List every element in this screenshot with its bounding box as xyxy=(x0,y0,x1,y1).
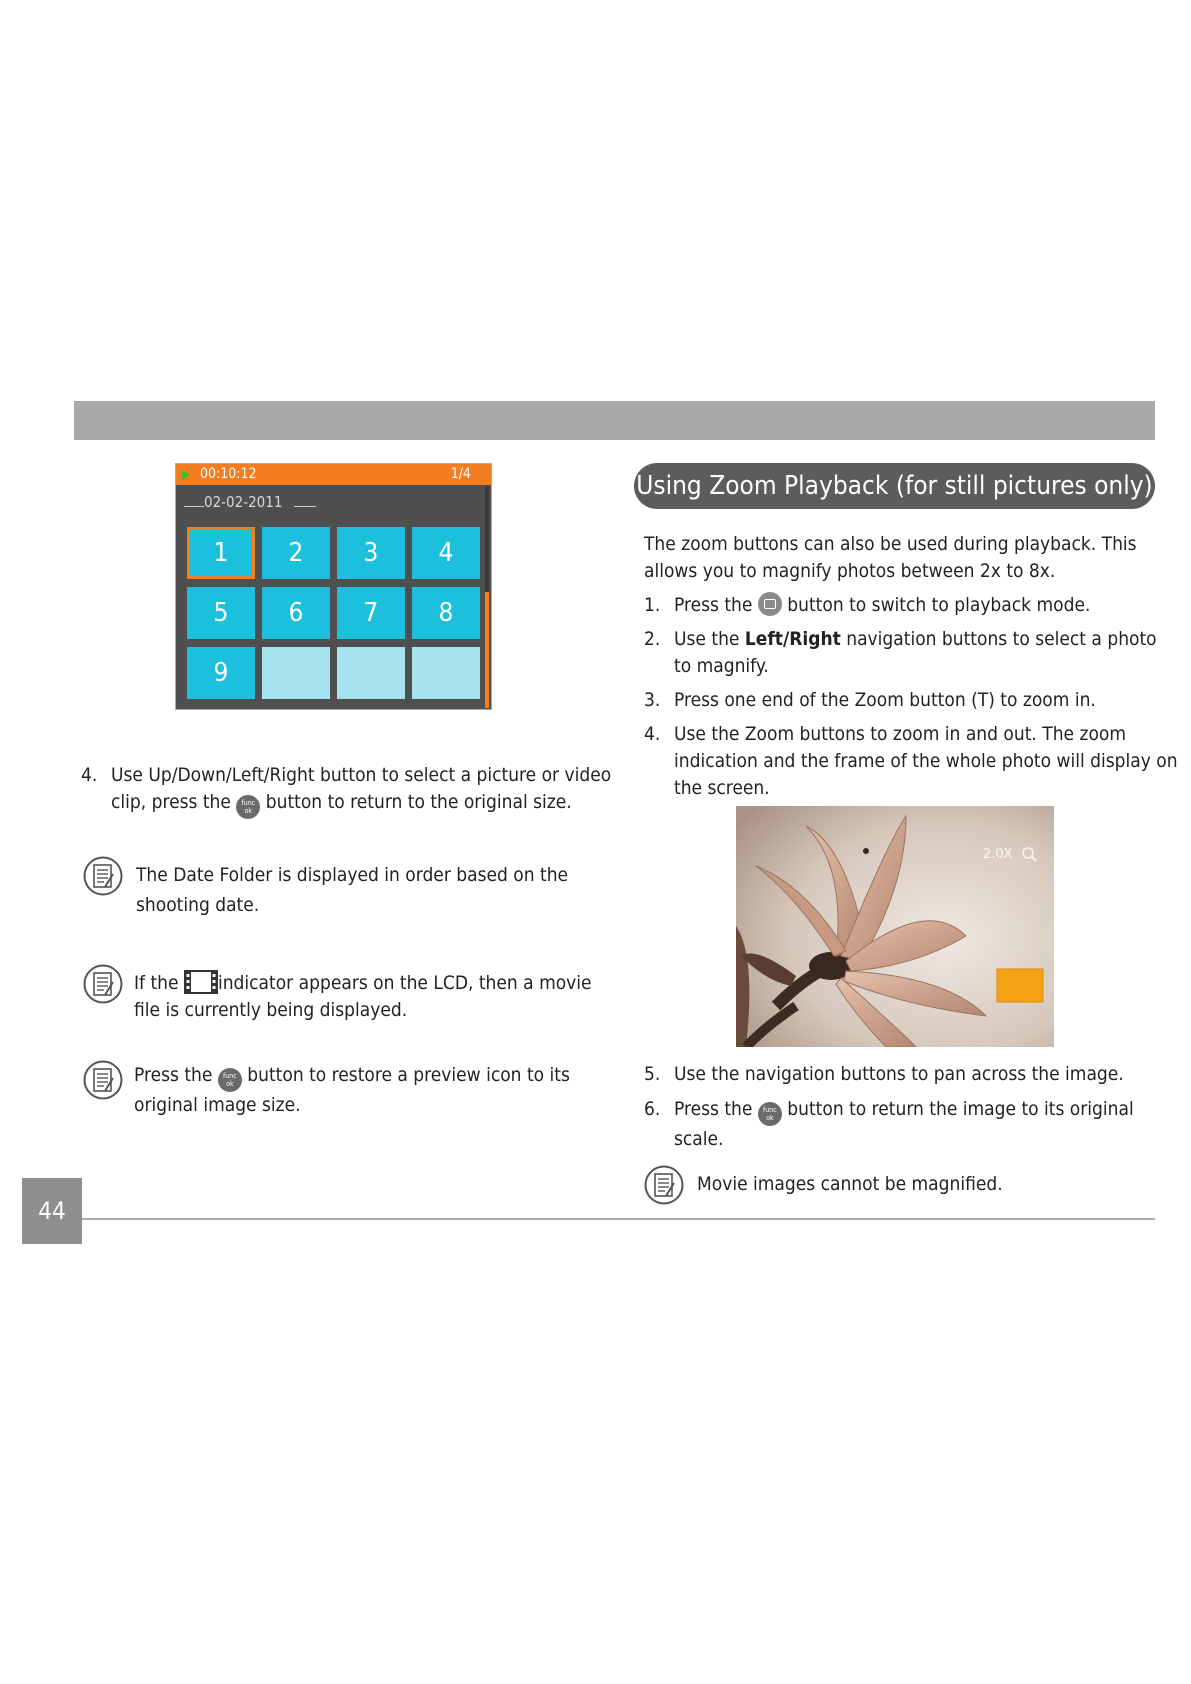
step-4-line2-a: clip, press the xyxy=(111,791,231,813)
zoom-indicator: 2.0X xyxy=(983,847,1013,862)
intro-line2: allows you to magnify photos between 2x to 8x. xyxy=(644,560,1056,582)
thumbnail-tile: 8 xyxy=(412,587,480,639)
step-3-number: 3. xyxy=(644,689,661,711)
step-2-text xyxy=(674,626,1157,680)
note-movie-indicator xyxy=(134,970,592,1024)
note-1-line2: shooting date. xyxy=(136,894,260,916)
step-5-text: Use the navigation buttons to pan across the image. xyxy=(674,1063,1124,1085)
thumbnail-tile-empty xyxy=(262,647,330,699)
intro-line1: The zoom buttons can also be used during playback. This xyxy=(644,533,1137,555)
note-icon xyxy=(83,1060,123,1100)
zoom-playback-photo xyxy=(736,806,1054,1047)
note-movie-magnify: Movie images cannot be magnified. xyxy=(697,1173,1003,1195)
lcd-time: 00:10:12 xyxy=(200,466,257,482)
step-4-line1: Use Up/Down/Left/Right button to select a picture or video xyxy=(111,764,612,786)
note-icon xyxy=(644,1165,684,1205)
header-bar xyxy=(74,401,1155,440)
note-2-line2: file is currently being displayed. xyxy=(134,999,408,1021)
note-3-line2: original image size. xyxy=(134,1094,301,1116)
lcd-status-bar xyxy=(176,464,491,485)
step-2-b: navigation buttons to select a photo xyxy=(846,628,1157,650)
step-4-line2-b: button to return to the original size. xyxy=(265,791,572,813)
step-4-text xyxy=(111,762,611,819)
zoom-frame-indicator xyxy=(997,969,1043,1002)
date-rule-right xyxy=(294,506,316,507)
note-1-line1: The Date Folder is displayed in order based on the xyxy=(136,864,569,886)
step-4r-text xyxy=(674,721,1178,802)
thumbnail-tile: 9 xyxy=(187,647,255,699)
playback-button-icon xyxy=(758,592,782,616)
step-5-number: 5. xyxy=(644,1063,661,1085)
play-icon: ▶ xyxy=(182,467,191,481)
step-1-b: button to switch to playback mode. xyxy=(787,594,1091,616)
step-1-text xyxy=(674,592,1090,619)
step-6-text xyxy=(674,1096,1134,1153)
step-6-line2: scale. xyxy=(674,1128,724,1150)
step-6-b: button to return the image to its original xyxy=(787,1098,1134,1120)
thumbnail-tile: 4 xyxy=(412,527,480,579)
section-title: Using Zoom Playback (for still pictures only) xyxy=(634,463,1155,509)
lcd-thumbnail-screen xyxy=(175,463,492,710)
func-ok-button-icon: func ok xyxy=(758,1102,782,1126)
movie-film-icon xyxy=(184,970,218,994)
note-icon xyxy=(83,964,123,1004)
thumbnail-tile: 5 xyxy=(187,587,255,639)
thumbnail-tile-empty xyxy=(337,647,405,699)
lcd-count: 1/4 xyxy=(450,466,471,482)
footer-rule xyxy=(82,1218,1155,1220)
step-2-line2: to magnify. xyxy=(674,655,769,677)
step-4r-line1: Use the Zoom buttons to zoom in and out. The zoom xyxy=(674,723,1127,745)
note-restore-preview xyxy=(134,1062,570,1119)
note-date-folder xyxy=(136,860,568,920)
thumbnail-tile: 7 xyxy=(337,587,405,639)
step-6-number: 6. xyxy=(644,1098,661,1120)
thumbnail-tile: 2 xyxy=(262,527,330,579)
step-4r-line2: indication and the frame of the whole photo will display on xyxy=(674,750,1178,772)
note-2-b: indicator appears on the LCD, then a movie xyxy=(217,972,592,994)
note-3-a: Press the xyxy=(134,1064,213,1086)
step-4r-line3: the screen. xyxy=(674,777,770,799)
step-1-a: Press the xyxy=(674,594,753,616)
step-2-a: Use the xyxy=(674,628,740,650)
note-2-a: If the xyxy=(134,972,179,994)
func-ok-button-icon: func ok xyxy=(236,795,260,819)
step-3-text: Press one end of the Zoom button (T) to zoom in. xyxy=(674,689,1096,711)
func-ok-button-icon: func ok xyxy=(218,1068,242,1092)
intro-paragraph xyxy=(644,531,1137,585)
thumbnail-tile-empty xyxy=(412,647,480,699)
step-4-number: 4. xyxy=(81,764,98,786)
date-rule-left xyxy=(184,506,204,507)
step-2-bold: Left/Right xyxy=(744,628,841,650)
lcd-date: 02-02-2011 xyxy=(204,493,283,511)
note-3-b: button to restore a preview icon to its xyxy=(247,1064,570,1086)
thumbnail-tile: 3 xyxy=(337,527,405,579)
step-2-number: 2. xyxy=(644,628,661,650)
step-1-number: 1. xyxy=(644,594,661,616)
thumbnail-tile: 6 xyxy=(262,587,330,639)
step-4r-number: 4. xyxy=(644,723,661,745)
page-number: 44 xyxy=(22,1178,82,1244)
note-icon xyxy=(83,856,123,896)
thumbnail-tile: 1 xyxy=(187,527,255,579)
step-6-a: Press the xyxy=(674,1098,753,1120)
lcd-scrollbar-thumb xyxy=(485,592,489,708)
